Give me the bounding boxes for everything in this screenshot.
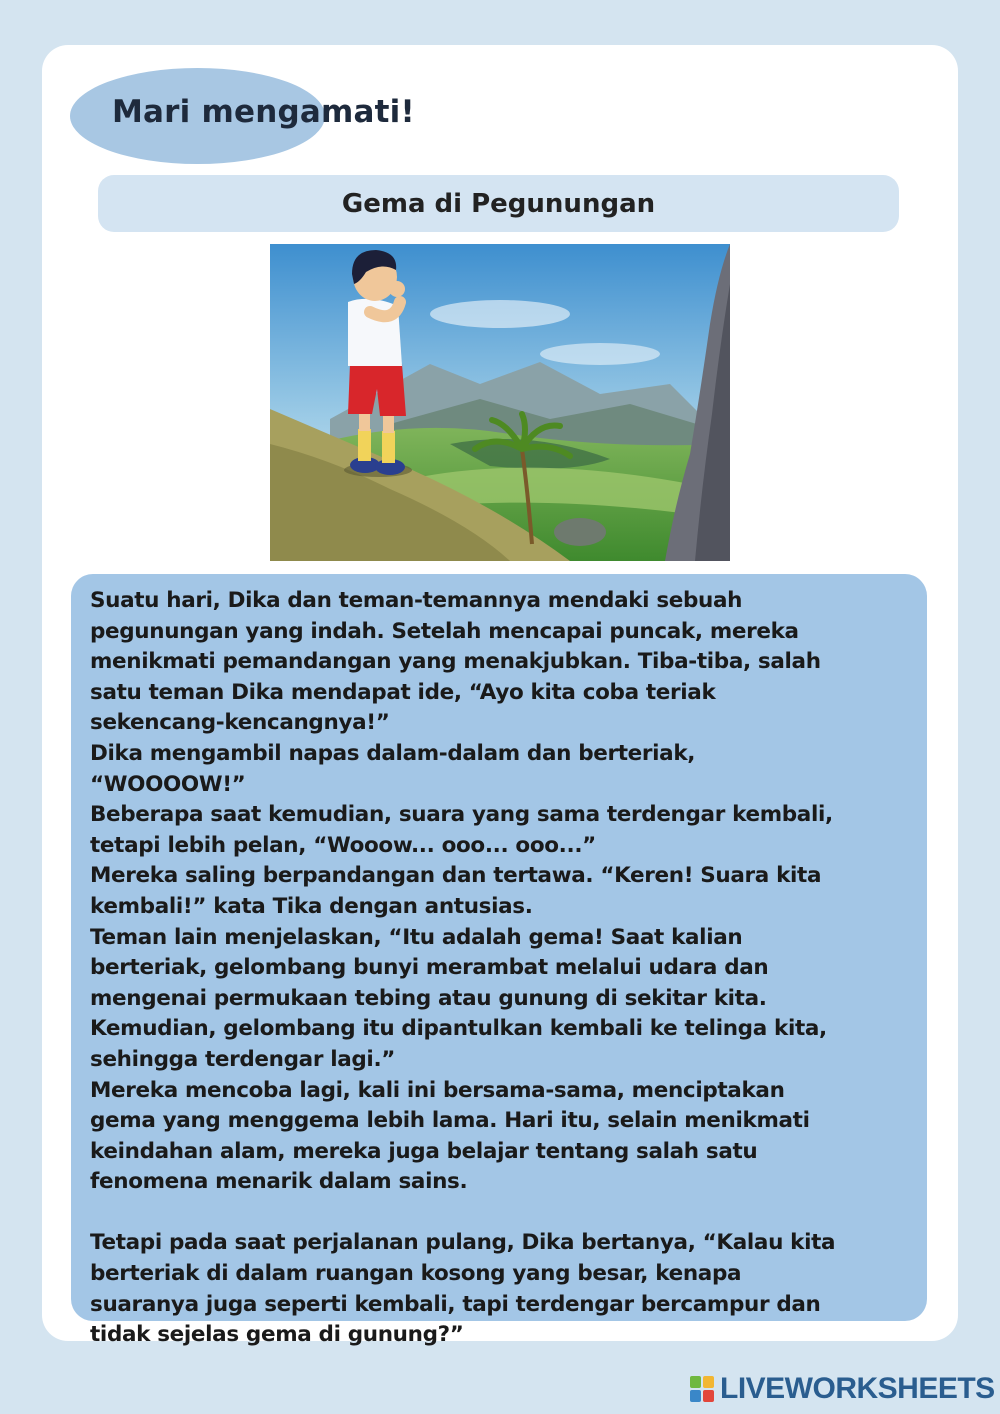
story-paragraph: Suatu hari, Dika dan teman-temannya mendaki sebuah pegunungan yang indah. Setelah mencapai puncak, mereka menikmati pemandangan yang menakjubkan. Tiba-tiba, salah satu teman Dika mendapat ide, “Ayo kita coba teriak sekencang-kencangnya!” Dika mengambil napas dalam-dalam dan berteriak, “WOOOOW!” Beberapa saat kemudian, suara yang sama terdengar kembali, tetapi lebih pelan, “Wooow... ooo... ooo...” Mereka saling berpandangan dan tertawa. “Keren! Suara kita kembali!” kata Tika dengan antusias. Teman lain menjelaskan, “Itu adalah gema! Saat kalian berteriak, gelombang bunyi merambat melalui udara dan mengenai permukaan tebing atau gunung di sekitar kita. Kemudian, gelombang itu dipantulkan kembali ke telinga kita, sehingga terdengar lagi.” Mereka mencoba lagi, kali ini bersama-sama, menciptakan gema yang menggema lebih lama. Hari itu, selain menikmati keindahan alam, mereka juga belajar tentang salah satu fenomena menarik dalam sains. Tetapi pada saat perjalanan pulang, Dika bertanya, “Kalau kita berteriak di dalam ruangan kosong yang besar, kenapa suaranya juga seperti kembali, tapi terdengar bercampur dan tidak sejelas gema di gunung?” [90, 588, 836, 1348]
boy-shouting-on-mountain-illustration [270, 244, 730, 561]
story-title: Gema di Pegunungan [341, 188, 656, 219]
liveworksheets-logo-icon [690, 1376, 714, 1402]
story-text-box [71, 574, 927, 1348]
page-title: Mari mengamati! [112, 94, 415, 130]
liveworksheets-logo[interactable] [690, 1372, 995, 1406]
liveworksheets-brand: LIVEWORKSHEETS [720, 1372, 995, 1405]
story-title-bar [98, 175, 899, 232]
